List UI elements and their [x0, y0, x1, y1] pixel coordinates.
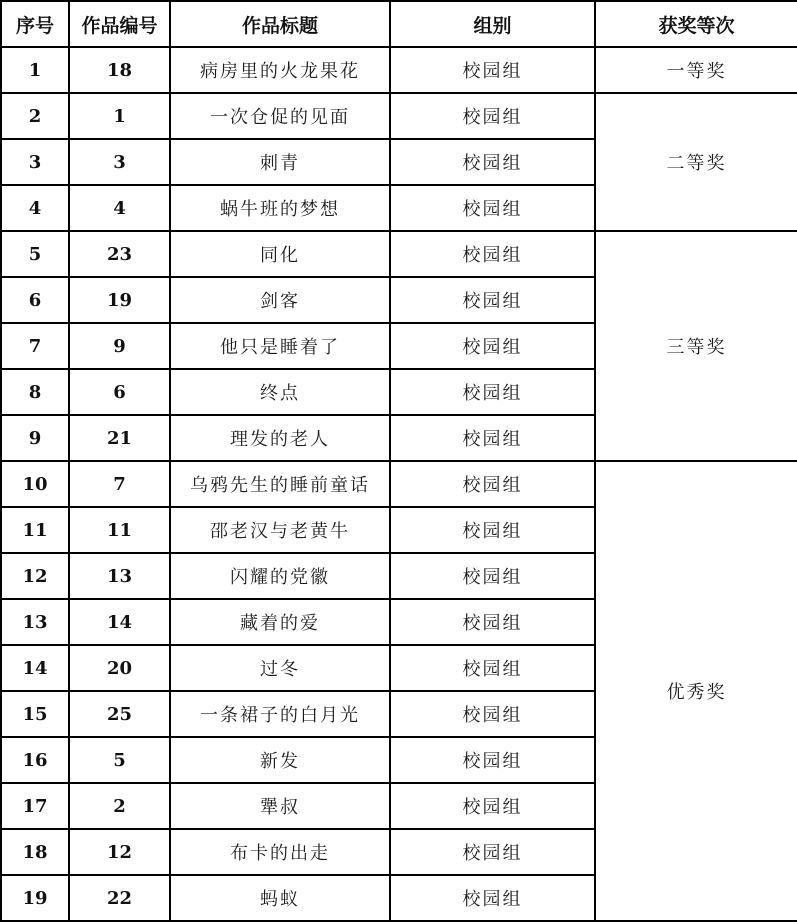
- cell-group: 校园组: [390, 415, 595, 461]
- cell-group: 校园组: [390, 231, 595, 277]
- cell-work-title: 过冬: [170, 645, 390, 691]
- cell-work-id: 13: [69, 553, 170, 599]
- cell-work-id: 22: [69, 875, 170, 921]
- cell-group: 校园组: [390, 93, 595, 139]
- cell-seq: 2: [1, 93, 69, 139]
- cell-award-level: 二等奖: [595, 93, 797, 231]
- cell-group: 校园组: [390, 829, 595, 875]
- cell-work-id: 1: [69, 93, 170, 139]
- cell-work-id: 11: [69, 507, 170, 553]
- cell-group: 校园组: [390, 507, 595, 553]
- cell-seq: 10: [1, 461, 69, 507]
- cell-work-title: 同化: [170, 231, 390, 277]
- cell-group: 校园组: [390, 47, 595, 93]
- cell-seq: 7: [1, 323, 69, 369]
- table-body: [1, 47, 797, 921]
- cell-group: 校园组: [390, 323, 595, 369]
- cell-work-id: 14: [69, 599, 170, 645]
- cell-group: 校园组: [390, 139, 595, 185]
- cell-work-id: 18: [69, 47, 170, 93]
- cell-work-id: 9: [69, 323, 170, 369]
- cell-work-title: 邵老汉与老黄牛: [170, 507, 390, 553]
- cell-work-title: 终点: [170, 369, 390, 415]
- cell-work-id: 4: [69, 185, 170, 231]
- cell-seq: 14: [1, 645, 69, 691]
- cell-award-level: 一等奖: [595, 47, 797, 93]
- cell-group: 校园组: [390, 645, 595, 691]
- cell-work-id: 5: [69, 737, 170, 783]
- header-work-id: 作品编号: [69, 1, 170, 47]
- cell-award-level: 优秀奖: [595, 461, 797, 921]
- cell-seq: 6: [1, 277, 69, 323]
- cell-seq: 16: [1, 737, 69, 783]
- cell-seq: 13: [1, 599, 69, 645]
- cell-seq: 11: [1, 507, 69, 553]
- cell-group: 校园组: [390, 553, 595, 599]
- cell-work-title: 蚂蚁: [170, 875, 390, 921]
- cell-work-title: 刺青: [170, 139, 390, 185]
- cell-work-id: 19: [69, 277, 170, 323]
- cell-seq: 4: [1, 185, 69, 231]
- cell-group: 校园组: [390, 737, 595, 783]
- cell-award-level: 三等奖: [595, 231, 797, 461]
- cell-work-title: 蜗牛班的梦想: [170, 185, 390, 231]
- cell-work-title: 一条裙子的白月光: [170, 691, 390, 737]
- cell-work-title: 新发: [170, 737, 390, 783]
- header-seq: 序号: [1, 1, 69, 47]
- cell-work-title: 他只是睡着了: [170, 323, 390, 369]
- cell-seq: 5: [1, 231, 69, 277]
- table-row: [1, 47, 797, 93]
- cell-work-title: 犟叔: [170, 783, 390, 829]
- cell-seq: 9: [1, 415, 69, 461]
- cell-work-title: 病房里的火龙果花: [170, 47, 390, 93]
- table-row: [1, 231, 797, 277]
- cell-group: 校园组: [390, 185, 595, 231]
- cell-work-id: 12: [69, 829, 170, 875]
- cell-seq: 15: [1, 691, 69, 737]
- table-header: [1, 1, 797, 47]
- header-work-title: 作品标题: [170, 1, 390, 47]
- cell-work-title: 乌鸦先生的睡前童话: [170, 461, 390, 507]
- cell-work-title: 剑客: [170, 277, 390, 323]
- cell-work-id: 6: [69, 369, 170, 415]
- header-award-level: 获奖等次: [595, 1, 797, 47]
- table-row: [1, 93, 797, 139]
- cell-work-title: 藏着的爱: [170, 599, 390, 645]
- cell-work-title: 闪耀的党徽: [170, 553, 390, 599]
- cell-work-title: 一次仓促的见面: [170, 93, 390, 139]
- cell-group: 校园组: [390, 277, 595, 323]
- table-row: [1, 461, 797, 507]
- cell-work-id: 7: [69, 461, 170, 507]
- cell-work-title: 布卡的出走: [170, 829, 390, 875]
- cell-group: 校园组: [390, 599, 595, 645]
- cell-group: 校园组: [390, 875, 595, 921]
- cell-work-id: 23: [69, 231, 170, 277]
- cell-seq: 8: [1, 369, 69, 415]
- cell-seq: 3: [1, 139, 69, 185]
- cell-seq: 1: [1, 47, 69, 93]
- cell-work-title: 理发的老人: [170, 415, 390, 461]
- cell-group: 校园组: [390, 461, 595, 507]
- cell-group: 校园组: [390, 369, 595, 415]
- header-group: 组别: [390, 1, 595, 47]
- cell-work-id: 3: [69, 139, 170, 185]
- cell-work-id: 2: [69, 783, 170, 829]
- cell-seq: 19: [1, 875, 69, 921]
- cell-seq: 18: [1, 829, 69, 875]
- cell-work-id: 25: [69, 691, 170, 737]
- cell-seq: 17: [1, 783, 69, 829]
- header-row: [1, 1, 797, 47]
- cell-work-id: 21: [69, 415, 170, 461]
- cell-work-id: 20: [69, 645, 170, 691]
- cell-group: 校园组: [390, 691, 595, 737]
- cell-seq: 12: [1, 553, 69, 599]
- cell-group: 校园组: [390, 783, 595, 829]
